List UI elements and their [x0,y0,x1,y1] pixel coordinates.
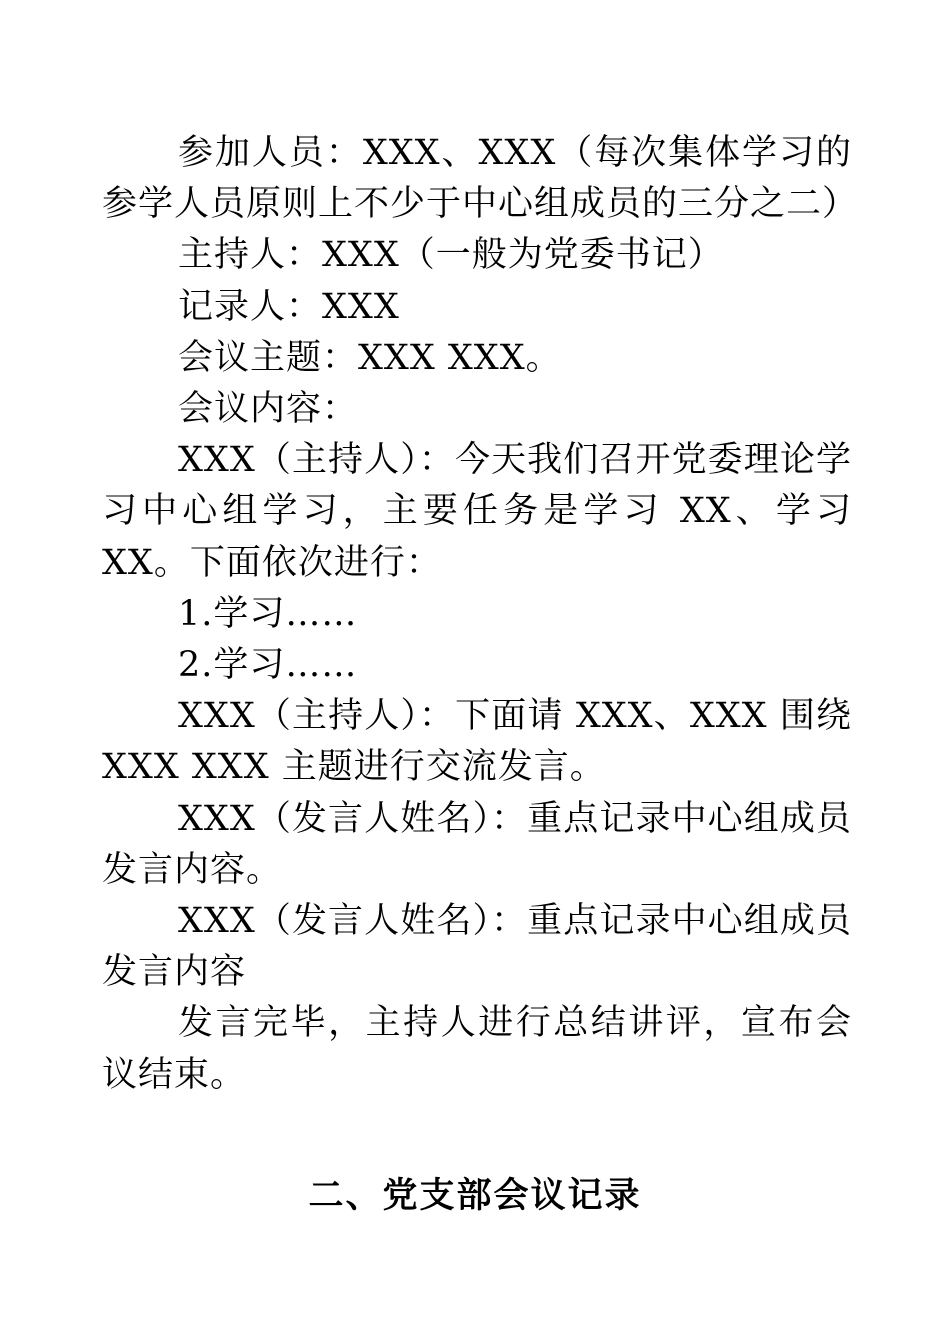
host-paragraph: 主持人：XXX（一般为党委书记） [178,235,724,276]
study-item-1: 1.学习…… [178,593,358,634]
participants-paragraph: 参加人员：XXX、XXX（每次集体学习的参学人员原则上不少于中心组成员的三分之二） [102,133,859,225]
meeting-topic-paragraph: 会议主题：XXX XXX。 [178,337,562,378]
recorder-paragraph: 记录人：XXX [178,286,400,327]
host-discussion-paragraph: XXX（主持人）：下面请 XXX、XXX 围绕 XXX XXX 主题进行交流发言。 [102,696,852,788]
host-opening-paragraph: XXX（主持人）：今天我们召开党委理论学习中心组学习，主要任务是学习 XX、学习 XX。下面依次进行： [102,440,852,583]
document-body [102,128,859,1101]
section-title: 二、党支部会议记录 [308,1176,642,1216]
study-item-2: 2.学习…… [178,645,358,686]
speaker-paragraph-1: XXX（发言人姓名）：重点记录中心组成员发言内容。 [102,798,852,890]
speaker-paragraph-2: XXX（发言人姓名）：重点记录中心组成员发言内容 [102,901,852,993]
closing-paragraph: 发言完毕，主持人进行总结讲评，宣布会议结束。 [102,1003,852,1095]
meeting-content-heading: 会议内容： [178,389,359,430]
